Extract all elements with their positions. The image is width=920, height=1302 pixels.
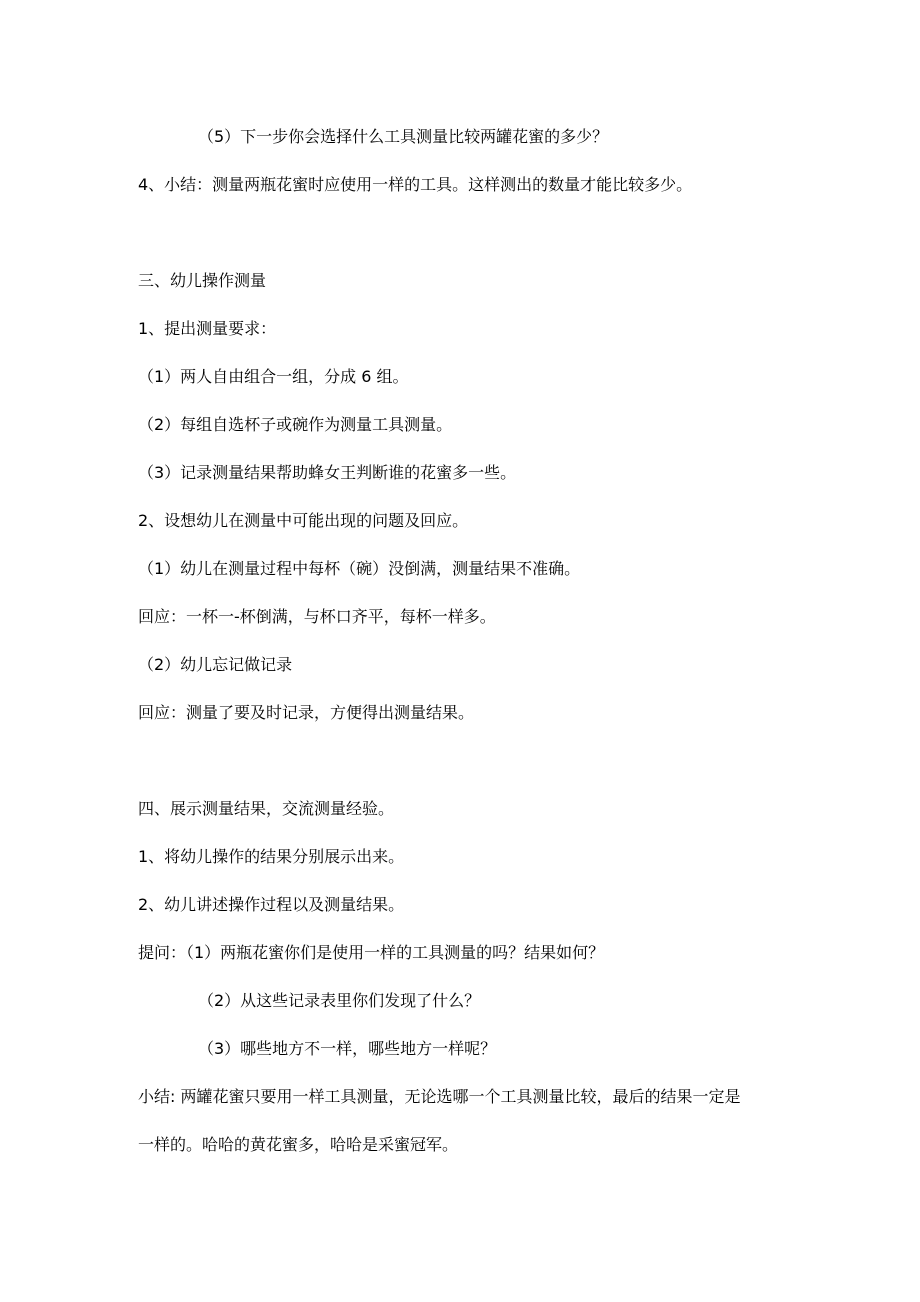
step-5-question: （5）下一步你会选择什么工具测量比较两罐花蜜的多少？ <box>198 127 609 146</box>
item-2-problems: 2、设想幼儿在测量中可能出现的问题及回应。 <box>138 511 469 530</box>
summary-4: 4、小结：测量两瓶花蜜时应使用一样的工具。这样测出的数量才能比较多少。 <box>138 175 693 194</box>
final-summary-line-2: 一样的。哈哈的黄花蜜多，哈哈是采蜜冠军。 <box>138 1135 459 1154</box>
problem-1: （1）幼儿在测量过程中每杯（碗）没倒满，测量结果不准确。 <box>138 559 581 578</box>
requirement-3: （3）记录测量结果帮助蜂女王判断谁的花蜜多一些。 <box>138 463 517 482</box>
section-3-heading: 三、幼儿操作测量 <box>138 271 267 290</box>
requirement-2: （2）每组自选杯子或碗作为测量工具测量。 <box>138 415 453 434</box>
response-1: 回应：一杯一-杯倒满，与杯口齐平，每杯一样多。 <box>138 607 496 626</box>
question-3: （3）哪些地方不一样，哪些地方一样呢？ <box>198 1039 497 1058</box>
item-2-narrate: 2、幼儿讲述操作过程以及测量结果。 <box>138 895 405 914</box>
question-1: 提问：（1）两瓶花蜜你们是使用一样的工具测量的吗？结果如何？ <box>138 943 605 962</box>
item-1-requirements: 1、提出测量要求： <box>138 319 277 338</box>
section-4-heading: 四、展示测量结果，交流测量经验。 <box>138 799 395 818</box>
problem-2: （2）幼儿忘记做记录 <box>138 655 293 674</box>
response-2: 回应：测量了要及时记录，方便得出测量结果。 <box>138 703 475 722</box>
final-summary-line-1: 小结: 两罐花蜜只要用一样工具测量，无论选哪一个工具测量比较，最后的结果一定是 <box>138 1087 741 1106</box>
requirement-1: （1）两人自由组合一组，分成 6 组。 <box>138 367 409 386</box>
question-2: （2）从这些记录表里你们发现了什么？ <box>198 991 481 1010</box>
item-1-display: 1、将幼儿操作的结果分别展示出来。 <box>138 847 405 866</box>
